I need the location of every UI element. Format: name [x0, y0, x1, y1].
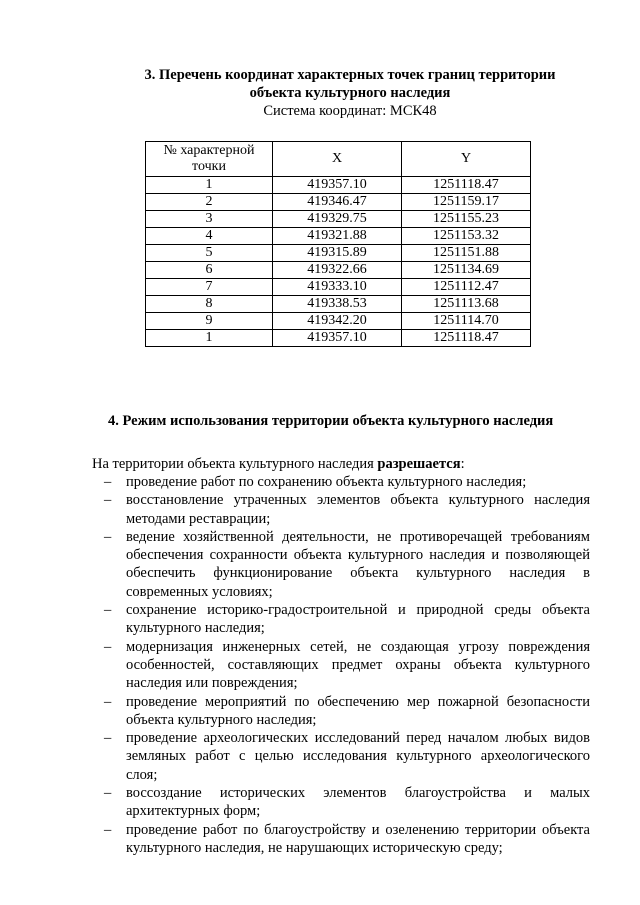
cell-y: 1251155.23 [402, 211, 531, 228]
list-item [100, 784, 590, 821]
cell-point: 7 [146, 279, 273, 296]
dash-bullet: – [104, 785, 112, 802]
list-item-text: проведение археологических исследований перед началом любых видов земляных работ с целью исследования культурного археологического слоя; [126, 730, 590, 783]
table-row [146, 330, 531, 347]
cell-x: 419357.10 [273, 330, 402, 347]
cell-point: 5 [146, 245, 273, 262]
cell-y: 1251112.47 [402, 279, 531, 296]
permitted-intro [92, 455, 592, 473]
intro-colon: : [460, 456, 465, 472]
cell-point: 2 [146, 194, 273, 211]
cell-y: 1251118.47 [402, 177, 531, 194]
dash-bullet: – [104, 693, 112, 710]
table-row [146, 211, 531, 228]
cell-x: 419322.66 [273, 262, 402, 279]
cell-x: 419315.89 [273, 245, 402, 262]
section-3-title [100, 66, 600, 102]
table-row [146, 313, 531, 330]
section-3-title-line-1: 3. Перечень координат характерных точек границ территории [144, 67, 556, 83]
cell-x: 419329.75 [273, 211, 402, 228]
cell-y: 1251153.32 [402, 228, 531, 245]
dash-bullet: – [104, 492, 112, 509]
cell-point: 1 [146, 330, 273, 347]
cell-x: 419321.88 [273, 228, 402, 245]
cell-x: 419333.10 [273, 279, 402, 296]
header-x: X [273, 142, 402, 177]
dash-bullet: – [104, 821, 112, 838]
cell-y: 1251113.68 [402, 296, 531, 313]
cell-point: 9 [146, 313, 273, 330]
intro-text: На территории объекта культурного наследия [92, 456, 378, 472]
cell-x: 419357.10 [273, 177, 402, 194]
coordinate-system-label: Система координат: МСК48 [263, 103, 437, 119]
table-row [146, 194, 531, 211]
cell-point: 4 [146, 228, 273, 245]
dash-bullet: – [104, 730, 112, 747]
list-item-text: проведение работ по благоустройству и озеленению территории объекта культурного наследия, не нарушающих историческую среду; [126, 821, 590, 856]
permitted-list [100, 473, 590, 857]
list-item-text: проведение работ по сохранению объекта культурного наследия; [126, 474, 527, 490]
cell-point: 1 [146, 177, 273, 194]
cell-y: 1251151.88 [402, 245, 531, 262]
list-item [100, 528, 590, 601]
list-item [100, 638, 590, 693]
table-row [146, 279, 531, 296]
list-item [100, 729, 590, 784]
list-item-text: ведение хозяйственной деятельности, не противоречащей требованиям обеспечения сохранности объекта культурного наследия и позволяющей обеспечить функционирование объекта культурного наследия в современных условиях; [126, 528, 590, 600]
list-item [100, 821, 590, 858]
list-item-text: модернизация инженерных сетей, не создающая угрозу повреждения особенностей, составляющих предмет охраны объекта культурного наследия или повреждения; [126, 638, 590, 692]
list-item [100, 491, 590, 528]
table-row [146, 262, 531, 279]
cell-point: 6 [146, 262, 273, 279]
cell-x: 419342.20 [273, 313, 402, 330]
cell-y: 1251159.17 [402, 194, 531, 211]
cell-y: 1251118.47 [402, 330, 531, 347]
section-3-title-line-2: объекта культурного наследия [249, 85, 451, 101]
header-point-number: № характерной точки [146, 142, 273, 177]
cell-x: 419338.53 [273, 296, 402, 313]
cell-y: 1251134.69 [402, 262, 531, 279]
list-item-text: сохранение историко-градостроительной и природной среды объекта культурного наследия; [126, 602, 590, 637]
table-row [146, 228, 531, 245]
header-y: Y [402, 142, 531, 177]
list-item-text: воссоздание исторических элементов благоустройства и малых архитектурных форм; [126, 785, 590, 820]
cell-y: 1251114.70 [402, 313, 531, 330]
cell-point: 8 [146, 296, 273, 313]
section-4-title: 4. Режим использования территории объекта культурного наследия [108, 413, 554, 429]
dash-bullet: – [104, 528, 112, 545]
list-item [100, 473, 590, 491]
list-item-text: проведение мероприятий по обеспечению мер пожарной безопасности объекта культурного наследия; [126, 693, 590, 728]
table-header-row [146, 142, 531, 177]
intro-bold-word: разрешается [377, 456, 461, 472]
list-item [100, 693, 590, 730]
list-item-text: восстановление утраченных элементов объекта культурного наследия методами реставрации; [126, 492, 590, 527]
table-row [146, 177, 531, 194]
dash-bullet: – [104, 602, 112, 619]
dash-bullet: – [104, 638, 112, 655]
dash-bullet: – [104, 474, 112, 490]
cell-x: 419346.47 [273, 194, 402, 211]
table-row [146, 296, 531, 313]
cell-point: 3 [146, 211, 273, 228]
list-item [100, 601, 590, 638]
coordinates-table [145, 141, 531, 347]
table-row [146, 245, 531, 262]
